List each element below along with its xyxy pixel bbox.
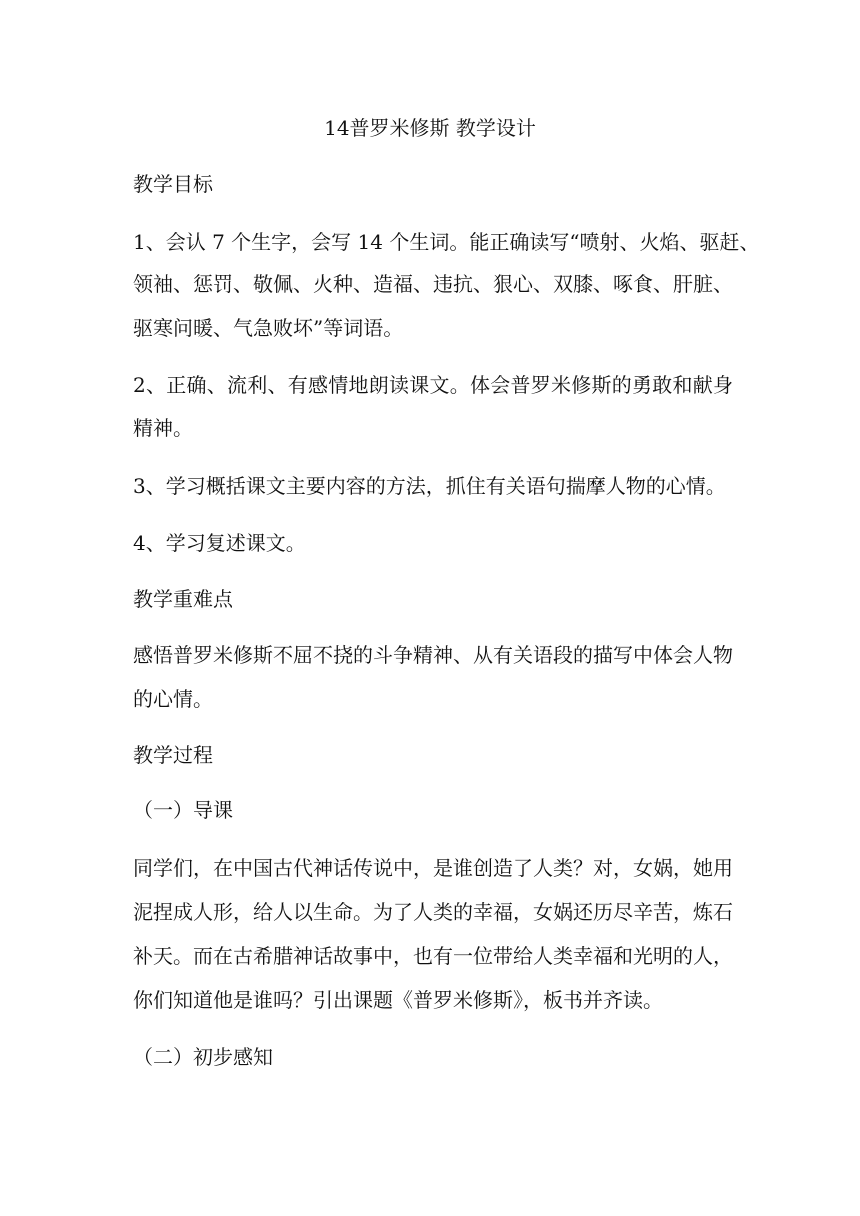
goal-3: 3、学习概括课文主要内容的方法，抓住有关语句揣摩人物的心情。 bbox=[133, 474, 726, 498]
intro-line-1: 同学们，在中国古代神话传说中，是谁创造了人类？对，女娲，她用 bbox=[133, 856, 733, 880]
goal-4: 4、学习复述课文。 bbox=[133, 531, 306, 555]
goal-1-line-1: 1、会认 7 个生字，会写 14 个生词。能正确读写“喷射、火焰、驱赶、 bbox=[133, 230, 760, 254]
key-points-line-1: 感悟普罗米修斯不屈不挠的斗争精神、从有关语段的描写中体会人物 bbox=[133, 643, 733, 667]
intro-line-3: 补天。而在古希腊神话故事中，也有一位带给人类幸福和光明的人， bbox=[133, 944, 733, 968]
heading-teaching-goals: 教学目标 bbox=[133, 172, 213, 196]
document-title: 14普罗米修斯 教学设计 bbox=[324, 116, 536, 140]
section-2-heading: （二）初步感知 bbox=[133, 1045, 273, 1069]
key-points-line-2: 的心情。 bbox=[133, 687, 213, 711]
goal-1-line-2: 领袖、惩罚、敬佩、火种、造福、违抗、狠心、双膝、啄食、肝脏、 bbox=[133, 272, 733, 296]
heading-key-points: 教学重难点 bbox=[133, 587, 233, 611]
intro-line-4: 你们知道他是谁吗？引出课题《普罗米修斯》，板书并齐读。 bbox=[133, 988, 663, 1012]
goal-2-line-1: 2、正确、流利、有感情地朗读课文。体会普罗米修斯的勇敢和献身 bbox=[133, 373, 733, 397]
intro-line-2: 泥捏成人形，给人以生命。为了人类的幸福，女娲还历尽辛苦，炼石 bbox=[133, 900, 733, 924]
goal-2-line-2: 精神。 bbox=[133, 416, 193, 440]
goal-1-line-3: 驱寒问暖、气急败坏”等词语。 bbox=[133, 316, 404, 340]
section-1-heading: （一）导课 bbox=[133, 798, 233, 822]
heading-teaching-process: 教学过程 bbox=[133, 743, 213, 767]
